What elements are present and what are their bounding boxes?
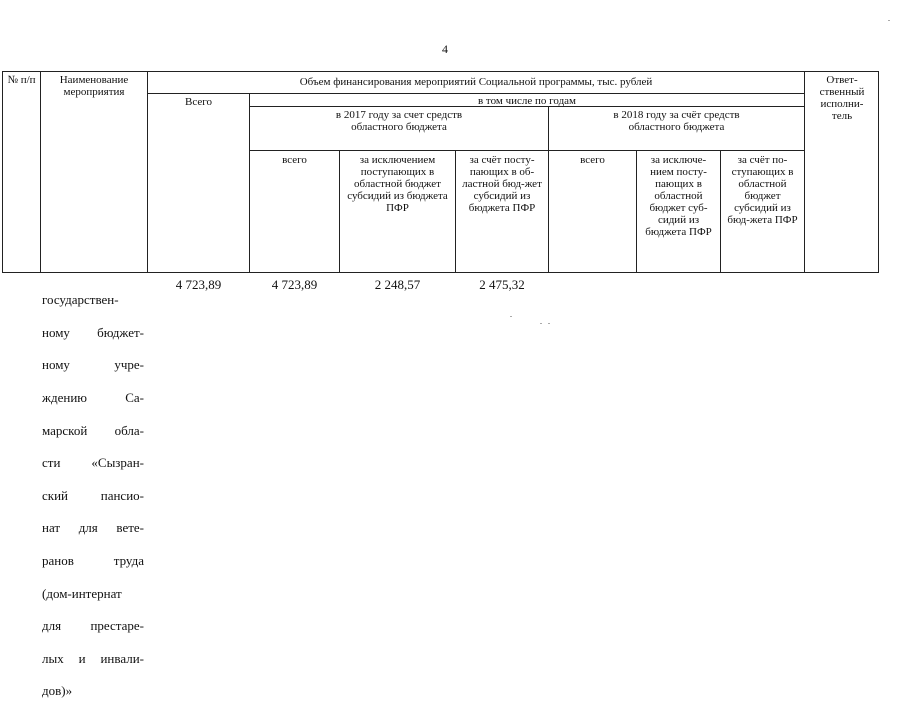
name-line: марской обла-: [42, 422, 144, 438]
header-num-text: № п/п: [7, 74, 36, 86]
header-by-years-text: в том числе по годам: [477, 95, 577, 107]
header-funding: [148, 74, 804, 88]
header-2018-excl-text: за исключе-нием посту-пающих в областной бюджет суб-сидий из бюджета ПФР: [645, 154, 712, 238]
header-total-text: Всего: [185, 96, 212, 108]
header-2018-all: [549, 152, 636, 166]
row-2017-pfr: 2 475,32: [479, 277, 525, 292]
header-total: [148, 94, 249, 108]
scan-speck: [888, 20, 890, 21]
scan-speck: [510, 316, 512, 317]
name-line: ному учре-: [42, 357, 144, 373]
row-2017-all: 4 723,89: [271, 277, 318, 292]
header-year-2018-text: в 2018 году за счёт средств областного бюджета: [613, 109, 740, 133]
header-2018-excl: [637, 152, 720, 238]
row-name-cell: [42, 276, 144, 716]
header-year-2017: [250, 107, 548, 133]
name-line: сти «Сызран-: [42, 455, 144, 471]
name-line: для престаре-: [42, 618, 144, 634]
header-2017-pfr: [456, 152, 548, 214]
name-line: дов)»: [42, 683, 73, 699]
header-num: [3, 72, 40, 86]
row-total: 4 723,89: [175, 277, 222, 292]
header-executor-text: Ответ-ственный исполни-тель: [819, 74, 865, 122]
page-number: 4: [442, 42, 448, 56]
scan-speck: [540, 323, 542, 324]
header-name-text: Наименование мероприятия: [59, 74, 129, 98]
name-line: ждению Са-: [42, 390, 144, 406]
header-2017-pfr-text: за счёт посту-пающих в об-ластной бюд-жет субсидий из бюджета ПФР: [462, 154, 542, 214]
header-funding-text: Объем финансирования мероприятий Социальной программы, тыс. рублей: [299, 76, 653, 88]
name-line: (дом-интернат: [42, 585, 122, 601]
scan-speck: [548, 323, 550, 324]
name-line: лых и инвали-: [42, 650, 144, 666]
header-2018-all-text: всего: [580, 154, 605, 166]
row-2017-excl: 2 248,57: [374, 277, 421, 292]
name-line: ский пансио-: [42, 487, 144, 503]
header-year-2018: [549, 107, 804, 133]
header-2017-all-text: всего: [282, 154, 307, 166]
header-executor: [806, 72, 878, 122]
name-line: нат для вете-: [42, 520, 144, 536]
header-name: [41, 72, 147, 98]
name-line: ранов труда: [42, 553, 144, 569]
header-year-2017-text: в 2017 году за счет средств областного бюджета: [335, 109, 463, 133]
header-2018-pfr-text: за счёт по-ступающих в областной бюджет субсидий из бюд-жета ПФР: [727, 154, 798, 226]
header-2017-excl-text: за исключением поступающих в областной бюджет субсидий из бюджета ПФР: [347, 154, 448, 214]
name-line: государствен-: [42, 292, 119, 308]
header-2018-pfr: [721, 152, 804, 226]
header-by-years: [250, 93, 804, 107]
header-2017-excl: [340, 152, 455, 214]
header-2017-all: [250, 152, 339, 166]
name-line: ному бюджет-: [42, 324, 144, 340]
